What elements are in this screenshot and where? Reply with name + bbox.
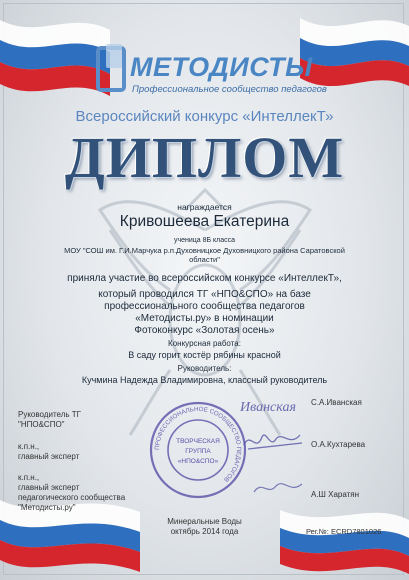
work-label: Конкурсная работа:	[168, 339, 241, 348]
signatory1-title-line2: "НПО&СПО"	[18, 420, 65, 429]
signatory3-title-line3: педагогического сообщества	[18, 493, 126, 502]
signatory2-title-line2: главный эксперт	[18, 452, 80, 461]
signatory2-name: О.А.Кухтарева	[311, 440, 366, 449]
body-line1: приняла участие во всероссийском конкурсе «ИнтеллекТ»,	[67, 273, 342, 284]
signature-ivanskaya	[238, 395, 318, 420]
stamp-center-line2: ГРУППА	[185, 448, 211, 455]
contest-title: Всероссийский конкурс «ИнтеллекТ»	[75, 108, 334, 125]
signature-kukhtareva	[240, 425, 310, 455]
stamp-seal	[148, 400, 248, 500]
body-line4: «Методисты.ру» в номинации	[135, 313, 274, 324]
work-title: В саду горит костёр рябины красной	[128, 350, 281, 360]
nomination: Фотоконкурс «Золотая осень»	[134, 325, 275, 336]
supervisor-label: Руководитель:	[177, 364, 232, 373]
signatory1-name: С.А.Иванская	[311, 398, 362, 407]
recipient-school-line2: области"	[189, 255, 220, 264]
registration-number: Рег.№: ECRD7801026	[306, 527, 382, 536]
signatory3-name: А.Ш Харатян	[311, 490, 360, 499]
stamp-ring-text: ПРОФЕССИОНАЛЬНОЕ СООБЩЕСТВО ПЕДАГОГОВ	[153, 405, 243, 484]
awarded-label: награждается	[177, 202, 232, 212]
signatory3-title-line2: главный эксперт	[18, 483, 80, 492]
body-line3: профессионального сообщества педагогов	[104, 301, 305, 312]
logo-icon	[92, 40, 132, 100]
signatory1-title-line1: Руководитель ТГ	[18, 410, 81, 419]
signatory2-title-line1: к.п.н.,	[18, 442, 40, 451]
logo-tagline: Профессиональное сообщество педагогов	[132, 84, 327, 95]
recipient-name: Кривошеева Екатерина	[119, 213, 290, 230]
place: Минеральные Воды	[167, 517, 242, 526]
signatory3-title-line1: к.п.н.,	[18, 473, 40, 482]
stamp-center-line3: «НПО&СПО»	[177, 458, 219, 465]
recipient-grade: ученица 8Б класса	[173, 237, 236, 244]
logo-name: МЕТОДИСТЫ	[130, 52, 313, 82]
recipient-school-line1: МОУ "СОШ им. Г.И.Марчука р.п.Духовницкое Духовницкого района Саратовской	[64, 246, 345, 255]
signature-text: Иванская	[240, 400, 296, 415]
body-line2: который проводился ТГ «НПО&СПО» на базе	[98, 289, 311, 300]
signature-kharatyan	[250, 476, 310, 498]
stamp-center-line1: ТВОРЧЕСКАЯ	[176, 438, 220, 445]
supervisor-name: Кучмина Надежда Владимировна, классный руководитель	[81, 375, 328, 385]
date: октябрь 2014 года	[170, 527, 239, 536]
diploma-title: ДИПЛОМ	[64, 125, 345, 190]
signatory3-title-line4: "Методисты.ру"	[18, 503, 76, 512]
